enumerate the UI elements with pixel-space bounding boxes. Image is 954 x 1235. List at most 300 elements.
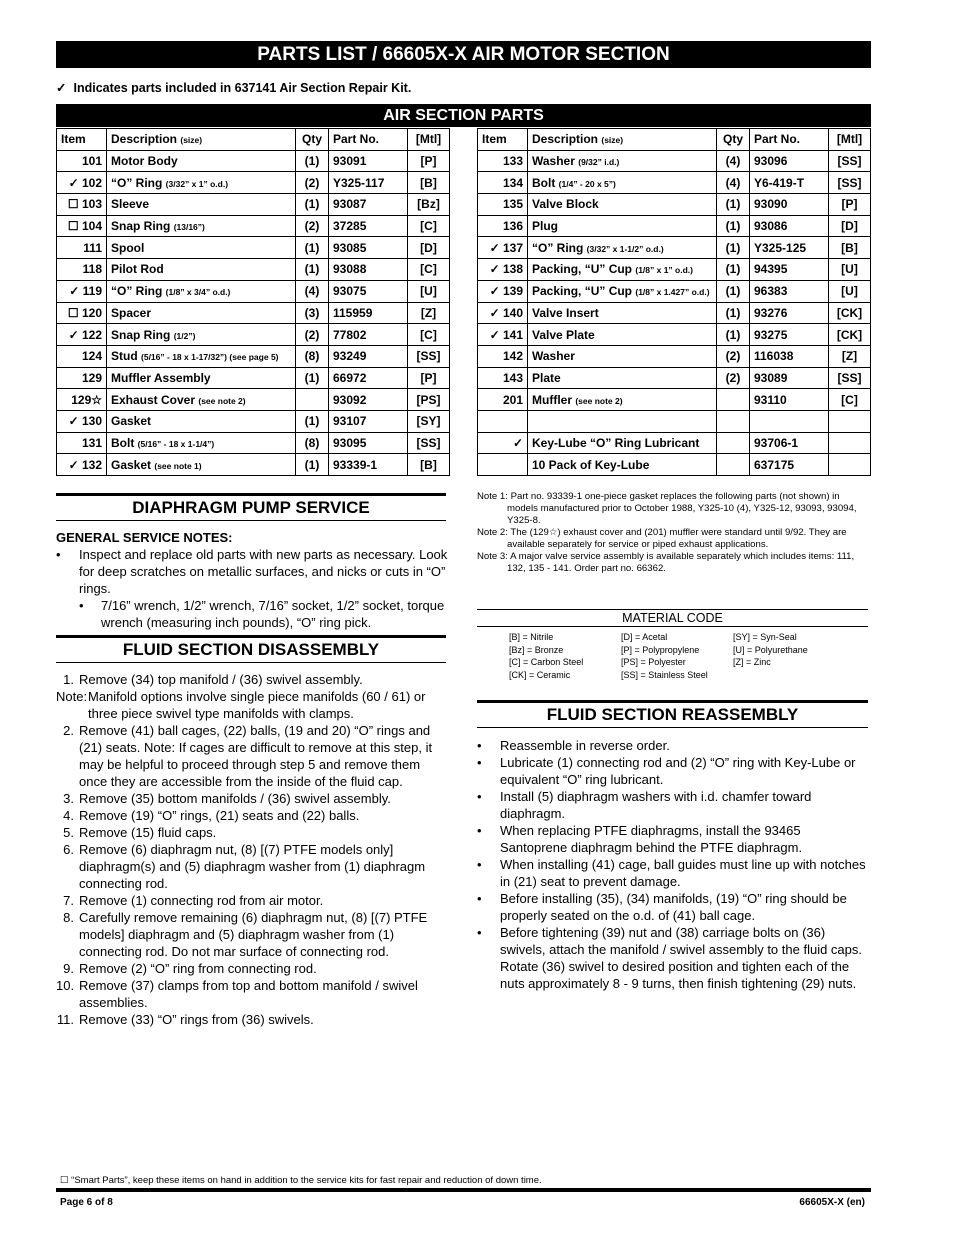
part-number-cell: 93107 — [329, 410, 408, 432]
material-code — [477, 609, 868, 681]
item-cell — [478, 454, 528, 476]
material-cell: [P] — [408, 150, 450, 172]
step-text: Remove (41) ball cages, (22) balls, (19 and 20) “O” rings and (21) seats. Note: If cages are difficult to remove at this step, it may be helpful to proceed through step 5 and remove them once they are accessible from the inside of the fluid cap. — [79, 723, 433, 789]
step-number: 5. — [63, 825, 74, 840]
disassembly-step — [56, 722, 449, 790]
qty-cell: (1) — [717, 194, 750, 216]
table-row — [57, 302, 450, 324]
size-text: (see note 1) — [154, 460, 202, 471]
disassembly-steps — [56, 671, 449, 1028]
description-cell — [107, 302, 296, 324]
check-icon: ✓ — [56, 81, 67, 95]
item-cell — [57, 237, 107, 259]
size-text: (1/8” x 1.427” o.d.) — [635, 287, 710, 298]
document-id: 66605X-X (en) — [799, 1197, 865, 1208]
qty-cell: (1) — [717, 237, 750, 259]
material-column — [509, 631, 621, 681]
item-cell — [57, 367, 107, 389]
material-cell — [829, 454, 871, 476]
item-number: 129 — [81, 370, 102, 385]
qty-cell: (1) — [296, 150, 329, 172]
part-number-cell: 93110 — [750, 389, 829, 411]
item-number: 134 — [502, 175, 523, 190]
table-row — [57, 432, 450, 454]
header-mtl: [Mtl] — [408, 129, 450, 151]
disassembly-step — [56, 1011, 449, 1028]
part-number-cell: 93096 — [750, 150, 829, 172]
description-text: Washer — [532, 154, 575, 169]
size-text: (1/8” x 3/4” o.d.) — [165, 287, 231, 298]
footer-rule — [56, 1188, 871, 1192]
item-mark: ✓ — [512, 435, 523, 450]
page-number: Page 6 of 8 — [60, 1197, 113, 1208]
material-cell: [SY] — [408, 410, 450, 432]
qty-cell: (1) — [717, 324, 750, 346]
reassembly-step: • Before installing (35), (34) manifolds, (19) “O” ring should be properly seated on the o.d. of (41) ball cage. — [477, 890, 870, 924]
diaphragm-service-title: DIAPHRAGM PUMP SERVICE — [56, 493, 446, 521]
description-text: Packing, “U” Cup — [532, 262, 633, 277]
disassembly-title: FLUID SECTION DISASSEMBLY — [56, 635, 446, 663]
description-cell — [107, 150, 296, 172]
qty-cell: (8) — [296, 432, 329, 454]
size-text: (1/4” - 20 x 5”) — [558, 178, 616, 189]
part-number-cell: 93095 — [329, 432, 408, 454]
qty-cell: (2) — [296, 172, 329, 194]
item-cell — [57, 389, 107, 411]
table-row — [478, 215, 871, 237]
description-cell — [107, 237, 296, 259]
description-cell — [107, 345, 296, 367]
description-text: 10 Pack of Key-Lube — [532, 457, 650, 472]
item-cell — [478, 194, 528, 216]
header-size: (size) — [180, 135, 203, 146]
material-column — [733, 631, 845, 681]
material-cell — [829, 432, 871, 454]
description-text: Washer — [532, 349, 575, 364]
description-cell — [107, 432, 296, 454]
disassembly-step — [56, 790, 449, 807]
material-cell: [C] — [408, 215, 450, 237]
material-entry: [D] = Acetal — [621, 632, 668, 642]
material-entry: [B] = Nitrile — [509, 632, 554, 642]
part-number-cell: 115959 — [329, 302, 408, 324]
qty-cell: (4) — [296, 280, 329, 302]
description-cell — [107, 215, 296, 237]
material-cell: [SS] — [829, 367, 871, 389]
table-row — [478, 280, 871, 302]
qty-cell: (4) — [717, 172, 750, 194]
description-cell — [528, 345, 717, 367]
footnote: Note 1: Part no. 93339-1 one-piece gasket replaces the following parts (not shown) in models manufactured prior to October 1988, Y325-10 (4), Y325-12, 93093, 93094, Y325-8. — [477, 491, 857, 526]
general-notes-heading: GENERAL SERVICE NOTES: — [56, 530, 233, 545]
tools-bullet: • 7/16” wrench, 1/2” wrench, 7/16” socket, 1/2” socket, torque wrench (measuring inch pounds), “O” ring pick. — [56, 597, 449, 631]
item-mark: ✓ — [69, 284, 80, 299]
step-text: Remove (37) clamps from top and bottom manifold / swivel assemblies. — [79, 978, 418, 1010]
size-text: (1/8” x 1” o.d.) — [635, 265, 693, 276]
table-row — [57, 172, 450, 194]
table-row — [57, 389, 450, 411]
item-mark: ✓ — [489, 284, 500, 299]
part-number-cell: 93089 — [750, 367, 829, 389]
header-item: Item — [478, 129, 528, 151]
description-cell — [107, 389, 296, 411]
size-text: (1/2”) — [173, 330, 196, 341]
description-text: Valve Block — [532, 197, 599, 212]
header-size: (size) — [601, 135, 624, 146]
step-text: Manifold options involve single piece manifolds (60 / 61) or three piece swivel type manifolds with clamps. — [88, 689, 426, 721]
table-row — [478, 389, 871, 411]
qty-cell: (4) — [717, 150, 750, 172]
material-entry: [P] = Polypropylene — [621, 644, 700, 655]
item-cell — [57, 280, 107, 302]
item-number: 111 — [83, 240, 102, 255]
description-cell — [528, 410, 717, 432]
qty-cell — [717, 432, 750, 454]
step-text: Carefully remove remaining (6) diaphragm nut, (8) [(7) PTFE models] diaphragm and (5) diaphragm washer from (1) connecting rod. Do not mar surface of connecting rod. — [79, 910, 428, 959]
size-text: (9/32” i.d.) — [578, 157, 620, 168]
step-text: Remove (1) connecting rod from air motor. — [79, 893, 324, 908]
description-text: Exhaust Cover — [111, 392, 196, 407]
description-cell — [528, 194, 717, 216]
material-cell: [C] — [408, 259, 450, 281]
kit-note-text: Indicates parts included in 637141 Air Section Repair Kit. — [73, 81, 412, 95]
item-cell — [57, 345, 107, 367]
material-cell: [U] — [829, 259, 871, 281]
description-cell — [107, 410, 296, 432]
disassembly-step — [56, 841, 449, 892]
description-text: “O” Ring — [532, 240, 584, 255]
qty-cell: (1) — [717, 280, 750, 302]
table-row — [478, 259, 871, 281]
table-row — [57, 454, 450, 476]
qty-cell: (2) — [296, 215, 329, 237]
reassembly-step: • When replacing PTFE diaphragms, install the 93465 Santoprene diaphragm behind the PTFE diaphragm. — [477, 822, 870, 856]
step-number: 4. — [63, 808, 74, 823]
qty-cell: (2) — [717, 345, 750, 367]
item-number: 118 — [82, 262, 102, 277]
description-text: “O” Ring — [111, 284, 163, 299]
size-text: (5/16” - 18 x 1-17/32”) (see page 5) — [141, 352, 279, 363]
reassembly-list — [477, 737, 870, 992]
table-row — [478, 324, 871, 346]
reassembly-step: • Lubricate (1) connecting rod and (2) “O” ring with Key-Lube or equivalent “O” ring lubricant. — [477, 754, 870, 788]
general-service-notes — [56, 529, 449, 631]
item-number: 119 — [82, 284, 102, 299]
table-row — [478, 345, 871, 367]
description-cell — [107, 194, 296, 216]
item-number: 141 — [502, 327, 523, 342]
part-number-cell: 77802 — [329, 324, 408, 346]
material-cell: [U] — [829, 280, 871, 302]
material-cell: [Bz] — [408, 194, 450, 216]
part-number-cell: 93092 — [329, 389, 408, 411]
qty-cell: (1) — [296, 410, 329, 432]
page-banner: PARTS LIST / 66605X-X AIR MOTOR SECTION — [56, 41, 871, 68]
header-description-text: Description — [532, 132, 599, 147]
table-row — [478, 150, 871, 172]
qty-cell: (1) — [296, 454, 329, 476]
description-cell — [528, 172, 717, 194]
material-cell — [829, 410, 871, 432]
disassembly-step — [56, 688, 449, 722]
item-number: 201 — [502, 392, 523, 407]
service-bullet: • Inspect and replace old parts with new parts as necessary. Look for deep scratches on metallic surfaces, and nicks or cuts in “O” rings. — [56, 546, 449, 597]
item-cell — [478, 215, 528, 237]
reassembly-step: • Reassemble in reverse order. — [477, 737, 870, 754]
header-description — [107, 129, 296, 151]
step-number: 2. — [63, 723, 74, 738]
description-text: Spool — [111, 240, 145, 255]
qty-cell — [717, 389, 750, 411]
disassembly-step — [56, 807, 449, 824]
description-text: Snap Ring — [111, 327, 171, 342]
size-text: (see note 2) — [575, 395, 623, 406]
table-notes — [477, 491, 872, 575]
material-cell: [Z] — [829, 345, 871, 367]
item-cell — [478, 345, 528, 367]
item-mark: ☐ — [67, 305, 79, 320]
disassembly-step — [56, 892, 449, 909]
item-cell — [57, 150, 107, 172]
material-code-grid — [509, 631, 868, 681]
table-row — [57, 280, 450, 302]
item-mark: ✓ — [489, 327, 500, 342]
material-cell: [B] — [829, 237, 871, 259]
header-part: Part No. — [329, 129, 408, 151]
kit-note — [56, 80, 411, 95]
part-number-cell: 93086 — [750, 215, 829, 237]
description-cell — [528, 150, 717, 172]
item-number: 130 — [81, 414, 102, 429]
description-text: Bolt — [111, 435, 135, 450]
material-cell: [SS] — [829, 150, 871, 172]
reassembly-step: • When installing (41) cage, ball guides must line up with notches in (21) seat to prevent damage. — [477, 856, 870, 890]
material-entry: [PS] = Polyester — [621, 657, 686, 667]
table-row — [57, 345, 450, 367]
item-cell — [57, 215, 107, 237]
item-number: 137 — [502, 240, 523, 255]
item-number: 122 — [81, 327, 102, 342]
qty-cell: (2) — [296, 324, 329, 346]
header-qty: Qty — [296, 129, 329, 151]
qty-cell: (8) — [296, 345, 329, 367]
table-row — [478, 302, 871, 324]
item-cell — [57, 172, 107, 194]
part-number-cell: 93085 — [329, 237, 408, 259]
item-cell — [57, 324, 107, 346]
description-cell — [528, 259, 717, 281]
item-mark: ✓ — [68, 457, 79, 472]
reassembly-title: FLUID SECTION REASSEMBLY — [477, 700, 868, 728]
description-text: Spacer — [111, 305, 152, 320]
size-text: (13/16”) — [173, 222, 205, 233]
table-row — [478, 237, 871, 259]
step-number: 3. — [63, 791, 74, 806]
material-cell: [U] — [408, 280, 450, 302]
item-cell — [57, 259, 107, 281]
part-number-cell: 93706-1 — [750, 432, 829, 454]
description-text: Muffler Assembly — [111, 370, 211, 385]
item-number: 138 — [502, 262, 523, 277]
item-mark: ☐ — [67, 197, 79, 212]
description-text: Pilot Rod — [111, 262, 164, 277]
material-cell: [P] — [829, 194, 871, 216]
item-cell — [478, 324, 528, 346]
material-cell: [C] — [829, 389, 871, 411]
description-text: Key-Lube “O” Ring Lubricant — [532, 435, 700, 450]
item-cell — [478, 280, 528, 302]
part-number-cell: Y325-117 — [329, 172, 408, 194]
table-row — [57, 410, 450, 432]
part-number-cell: 93339-1 — [329, 454, 408, 476]
description-cell — [528, 324, 717, 346]
item-mark: ☐ — [67, 219, 79, 234]
item-mark: ✓ — [68, 327, 79, 342]
description-text: Plate — [532, 370, 561, 385]
description-text: Plug — [532, 219, 558, 234]
qty-cell: (1) — [717, 215, 750, 237]
item-number: 102 — [81, 175, 102, 190]
size-text: (see note 2) — [198, 395, 246, 406]
step-number: 1. — [63, 672, 74, 687]
part-number-cell — [750, 410, 829, 432]
step-number: Note: — [56, 689, 88, 704]
part-number-cell: 94395 — [750, 259, 829, 281]
part-number-cell: 93276 — [750, 302, 829, 324]
part-number-cell: 93090 — [750, 194, 829, 216]
table-row — [478, 454, 871, 476]
qty-cell — [296, 389, 329, 411]
material-cell: [CK] — [829, 324, 871, 346]
disassembly-step — [56, 909, 449, 960]
table-row — [478, 194, 871, 216]
part-number-cell: 96383 — [750, 280, 829, 302]
description-text: Stud — [111, 349, 138, 364]
step-text: Remove (2) “O” ring from connecting rod. — [79, 961, 317, 976]
description-cell — [107, 259, 296, 281]
material-cell: [CK] — [829, 302, 871, 324]
qty-cell: (3) — [296, 302, 329, 324]
qty-cell: (1) — [717, 302, 750, 324]
item-mark: ✓ — [489, 305, 500, 320]
material-cell: [D] — [408, 237, 450, 259]
material-entry: [SY] = Syn-Seal — [733, 632, 797, 642]
qty-cell: (1) — [717, 259, 750, 281]
item-number: 135 — [502, 197, 523, 212]
material-cell: [Z] — [408, 302, 450, 324]
item-cell — [57, 302, 107, 324]
parts-table-left — [56, 128, 450, 476]
table-row — [478, 432, 871, 454]
header-qty: Qty — [717, 129, 750, 151]
material-column — [621, 631, 733, 681]
description-text: Snap Ring — [111, 219, 171, 234]
description-cell — [528, 302, 717, 324]
material-code-title: MATERIAL CODE — [477, 609, 868, 627]
description-cell — [528, 389, 717, 411]
size-text: (3/32” x 1” o.d.) — [165, 178, 229, 189]
step-number: 8. — [63, 910, 74, 925]
table-row — [57, 194, 450, 216]
item-cell — [57, 454, 107, 476]
description-text: Sleeve — [111, 197, 150, 212]
description-cell — [107, 280, 296, 302]
description-cell — [107, 454, 296, 476]
material-entry: [SS] = Stainless Steel — [621, 669, 708, 680]
part-number-cell: 93087 — [329, 194, 408, 216]
table-row — [57, 215, 450, 237]
qty-cell — [717, 454, 750, 476]
description-cell — [528, 367, 717, 389]
item-cell — [478, 367, 528, 389]
item-cell — [478, 150, 528, 172]
material-cell: [SS] — [408, 432, 450, 454]
step-text: Remove (15) fluid caps. — [79, 825, 217, 840]
item-cell — [57, 194, 107, 216]
item-cell — [478, 237, 528, 259]
qty-cell: (2) — [717, 367, 750, 389]
item-number: 132 — [81, 457, 102, 472]
description-cell — [528, 432, 717, 454]
item-number: 140 — [502, 305, 523, 320]
header-mtl: [Mtl] — [829, 129, 871, 151]
step-text: Remove (33) “O” rings from (36) swivels. — [79, 1012, 314, 1027]
reassembly-step: • Install (5) diaphragm washers with i.d. chamfer toward diaphragm. — [477, 788, 870, 822]
material-cell: [PS] — [408, 389, 450, 411]
table-row — [478, 172, 871, 194]
item-cell — [478, 259, 528, 281]
table-row — [478, 410, 871, 432]
footnote: Note 3: A major valve service assembly is available separately which includes items: 111, 132, 135 - 141. Order part no. 66362. — [477, 551, 855, 574]
disassembly-step — [56, 977, 449, 1011]
item-mark: ✓ — [489, 262, 500, 277]
description-text: Motor Body — [111, 154, 178, 169]
disassembly-step — [56, 824, 449, 841]
item-number: 139 — [502, 284, 523, 299]
item-number: 143 — [502, 370, 523, 385]
step-text: Remove (6) diaphragm nut, (8) [(7) PTFE models only] diaphragm(s) and (5) diaphragm washer from (1) diaphragm connecting rod. — [79, 842, 426, 891]
description-text: Packing, “U” Cup — [532, 284, 633, 299]
table-row — [57, 237, 450, 259]
description-cell — [528, 280, 717, 302]
part-number-cell: 116038 — [750, 345, 829, 367]
item-cell — [478, 432, 528, 454]
step-text: Remove (19) “O” rings, (21) seats and (22) balls. — [79, 808, 360, 823]
item-number: 131 — [81, 435, 102, 450]
table-row — [57, 259, 450, 281]
material-entry: [Z] = Zinc — [733, 657, 771, 667]
parts-table-right — [477, 128, 871, 476]
item-number: 133 — [502, 154, 523, 169]
part-number-cell: 93088 — [329, 259, 408, 281]
description-cell — [107, 367, 296, 389]
item-cell — [57, 410, 107, 432]
size-text: (3/32” x 1-1/2” o.d.) — [586, 243, 664, 254]
description-text: Gasket — [111, 414, 152, 429]
table-row — [57, 150, 450, 172]
item-cell — [478, 172, 528, 194]
step-number: 10. — [56, 978, 75, 993]
item-cell — [478, 302, 528, 324]
description-text: Bolt — [532, 175, 556, 190]
item-mark: ✓ — [489, 240, 500, 255]
item-number: 129☆ — [71, 392, 102, 407]
qty-cell: (1) — [296, 237, 329, 259]
description-text: Muffler — [532, 392, 572, 407]
part-number-cell: 93091 — [329, 150, 408, 172]
size-text: (5/16” - 18 x 1-1/4”) — [137, 438, 215, 449]
description-cell — [107, 172, 296, 194]
